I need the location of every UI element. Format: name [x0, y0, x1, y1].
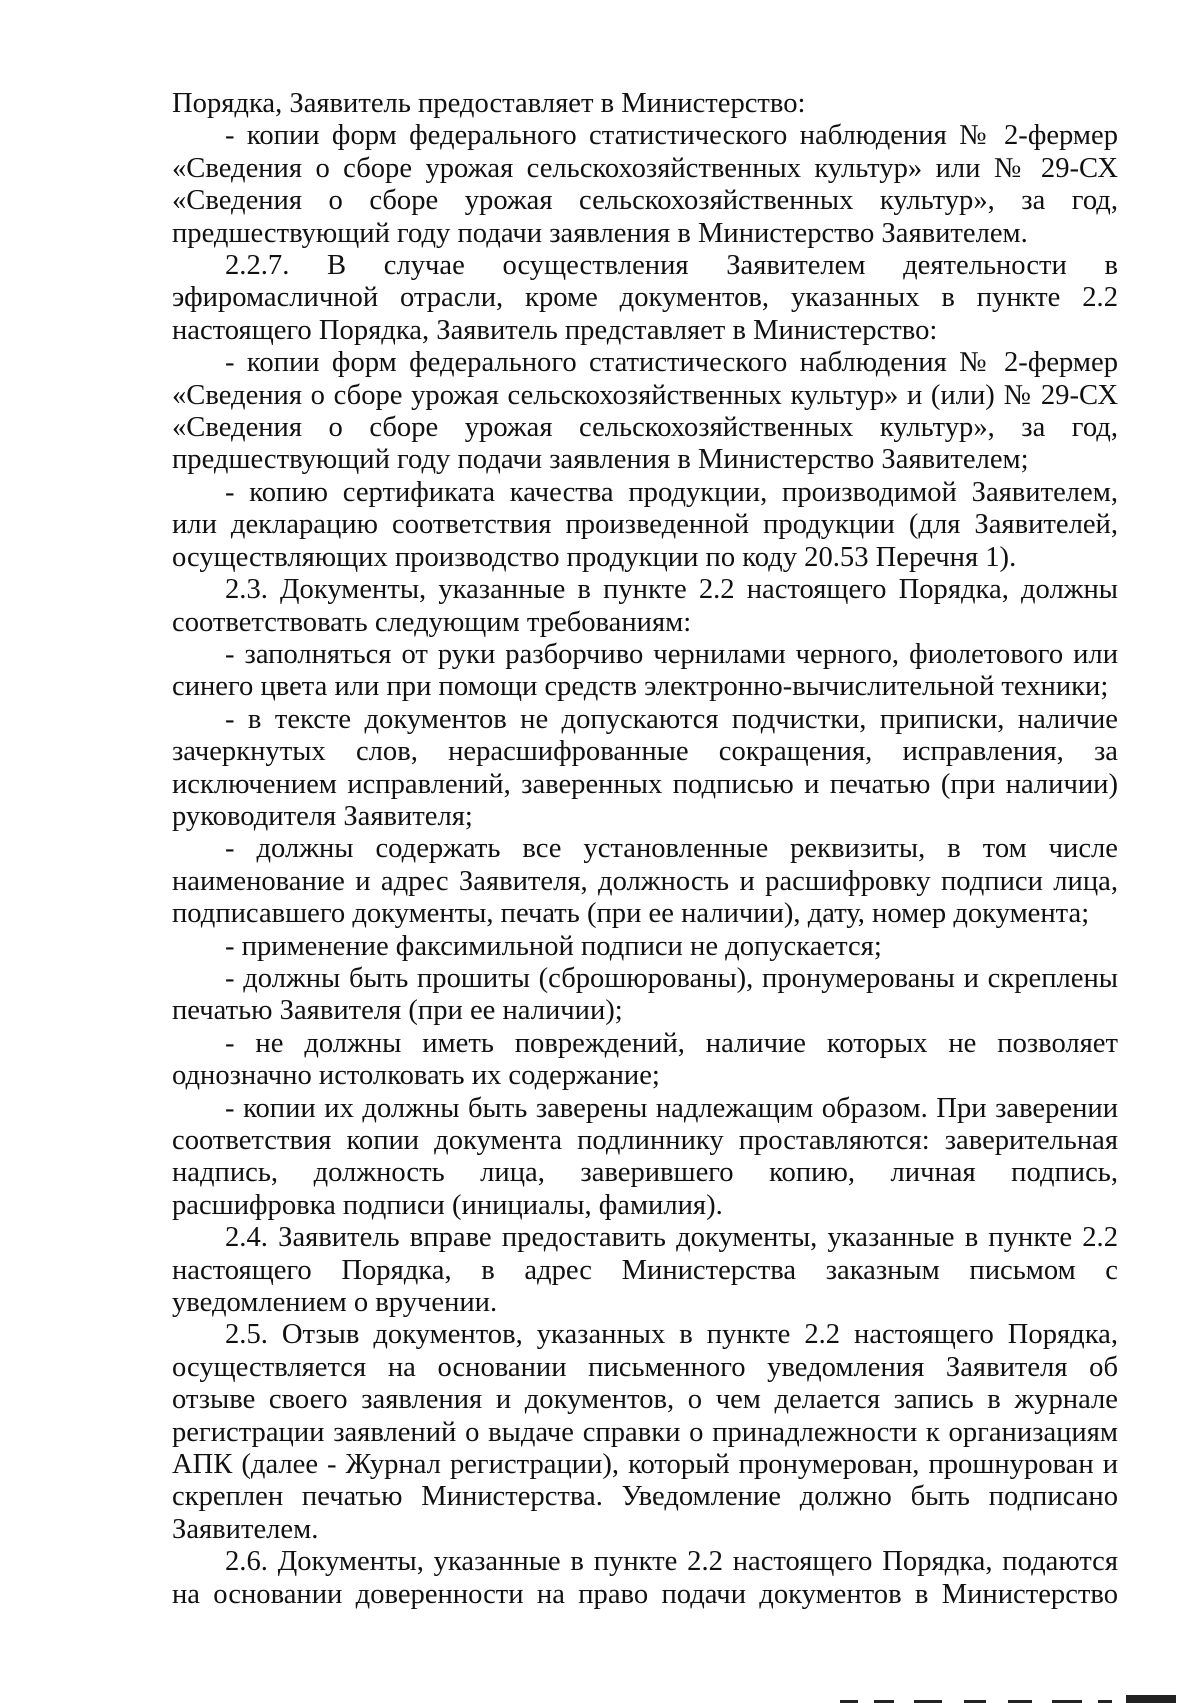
paragraph-2-4: 2.4. Заявитель вправе предоставить документы, указанные в пункте 2.2 настоящего Порядка, в адрес Министерства заказным письмом с уведомлением о вручении. — [172, 1222, 1118, 1319]
paragraph-2-5: 2.5. Отзыв документов, указанных в пункте 2.2 настоящего Порядка, осуществляется на основании письменного уведомления Заявителя об отзыве своего заявления и документов, о чем делается запись в журнале регистрации заявлений о выдаче справки о принадлежности к организациям АПК (далее - Журнал регистрации), который пронумерован, прошнурован и скреплен печатью Министерства. Уведомление должно быть подписано Заявителем. — [172, 1319, 1118, 1545]
paragraph-statistical-forms: - копии форм федерального статистического наблюдения № 2-фермер «Сведения о сборе урожая сельскохозяйственных культур» и (или) № 29-СХ «Сведения о сборе урожая сельскохозяйственных культур», за год, предшествующий году подачи заявления в Министерство Заявителем; — [172, 347, 1118, 476]
paragraph-2-2-7: 2.2.7. В случае осуществления Заявителем деятельности в эфиромасличной отрасли, кроме документов, указанных в пункте 2.2 настоящего Порядка, Заявитель представляет в Министерство: — [172, 250, 1118, 346]
paragraph-no-damage: - не должны иметь повреждений, наличие которых не позволяет однозначно истолковать их содержание; — [172, 1027, 1118, 1092]
paragraph-2-3: 2.3. Документы, указанные в пункте 2.2 настоящего Порядка, должны соответствовать следующим требованиям: — [172, 574, 1118, 638]
scan-edge-marks — [840, 1688, 1200, 1703]
paragraph-no-corrections: - в тексте документов не допускаются подчистки, приписки, наличие зачеркнутых слов, нерасшифрованные сокращения, исправления, за исключением исправлений, заверенных подписью и печатью (при наличии) руководителя Заявителя; — [172, 703, 1118, 832]
paragraph-continuation: Порядка, Заявитель предоставляет в Министерство: — [172, 88, 806, 119]
paragraph-no-facsimile: - применение факсимильной подписи не допускается; — [225, 930, 882, 962]
paragraph-required-details: - должны содержать все установленные реквизиты, в том числе наименование и адрес Заявителя, должность и расшифровку подписи лица, подписавшего документы, печать (при ее наличии), дату, номер документа; — [172, 833, 1118, 930]
paragraph-2-6: 2.6. Документы, указанные в пункте 2.2 настоящего Порядка, подаются на основании доверенности на право подачи документов в Министерство — [172, 1546, 1118, 1610]
paragraph-2-fermer-copies: - копии форм федерального статистического наблюдения № 2-фермер «Сведения о сборе урожая сельскохозяйственных культур» или № 29-СХ «Сведения о сборе урожая сельскохозяйственных культур», за год, предшествующий году подачи заявления в Министерство Заявителем. — [172, 120, 1118, 249]
paragraph-quality-certificate: - копию сертификата качества продукции, производимой Заявителем, или декларацию соответствия произведенной продукции (для Заявителей, осуществляющих производство продукции по коду 20.53 Перечня 1). — [172, 476, 1118, 573]
document-page — [172, 88, 1118, 1611]
paragraph-handwriting-requirement: - заполняться от руки разборчиво чернилами черного, фиолетового или синего цвета или при помощи средств электронно-вычислительной техники; — [172, 638, 1118, 703]
paragraph-certified-copies: - копии их должны быть заверены надлежащим образом. При заверении соответствия копии документа подлиннику проставляются: заверительная надпись, должность лица, заверившего копию, личная подпись, расшифровка подписи (инициалы, фамилия). — [172, 1092, 1118, 1221]
paragraph-bound-numbered: - должны быть прошиты (сброшюрованы), пронумерованы и скреплены печатью Заявителя (при ее наличии); — [172, 962, 1118, 1027]
